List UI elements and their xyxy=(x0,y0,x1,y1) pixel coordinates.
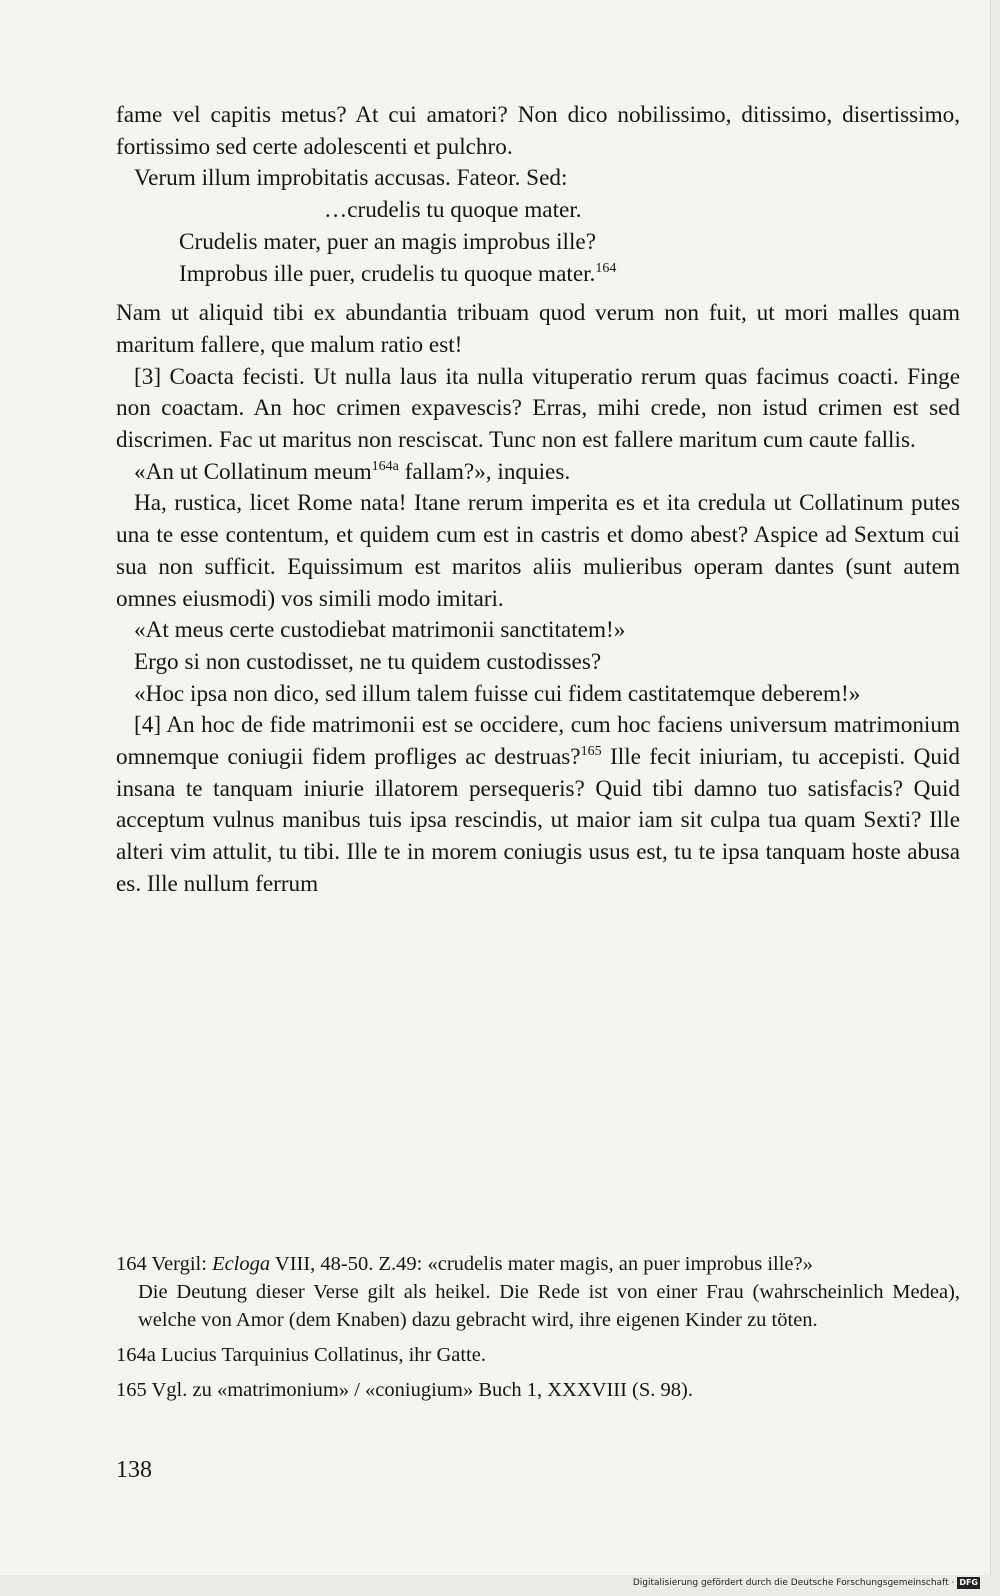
paragraph-text: Ille fecit iniuriam, tu accepisti. Quid insana te tanquam iniurie illatorem persequeris? Quid tibi damno tuo satisfacis? Quid acceptum vulnus manibus tuis ipsa rescindis, ut maior iam sit culpa tua quam Sexti? Ille alteri vim attulit, tu tibi. Ille te in morem coniugis usus est, tu te ipsa tanquam hoste abusa es. Ille nullum ferrum xyxy=(116,744,960,897)
footnote-ref: 164 xyxy=(595,260,617,276)
paragraph: Ha, rustica, licet Rome nata! Itane rerum imperita es et ita credula ut Collatinum putes una te esse contentum, et quidem cum est in castris et domo abest? Aspice ad Sextum cui sua non sufficit. Equissimum est maritos aliis mulieribus operam dantes (sunt autem omnes eiusmodi) vos simili modo imitari. xyxy=(116,490,960,612)
paragraph: Ergo si non custodisset, ne tu quidem custodisses? xyxy=(134,648,602,675)
footnote-ref: 165 xyxy=(580,744,602,760)
footnote-164 xyxy=(116,1250,960,1334)
credit-text: Digitalisierung gefördert durch die Deutsche Forschungsgemeinschaft · xyxy=(632,1578,955,1588)
main-text xyxy=(116,100,960,901)
work-title: Ecloga xyxy=(212,1253,271,1275)
paragraph-text: [4] An hoc de fide matrimonii est se occidere, cum hoc faciens universum matrimonium omnemque coniugii fidem profliges ac destruas? xyxy=(116,712,960,771)
paragraph-text: fallam?», inquies. xyxy=(398,458,571,485)
verse-text: Improbus ille puer, crudelis tu quoque mater. xyxy=(179,260,596,287)
footnote-165: 165 Vgl. zu «matrimonium» / «coniugium» Buch 1, XXXVIII (S. 98). xyxy=(116,1379,693,1401)
footnote-text: 164 Vergil: xyxy=(116,1253,213,1275)
paragraph xyxy=(116,457,960,489)
paragraph: fame vel capitis metus? At cui amatori? Non dico nobilissimo, ditissimo, disertissimo, fortissimo sed certe adolescenti et pulchro. xyxy=(116,102,960,160)
paragraph xyxy=(116,710,960,900)
paragraph-text: «An ut Collatinum meum xyxy=(134,458,372,485)
footnotes xyxy=(116,1250,960,1411)
footnote-ref: 164a xyxy=(371,458,399,474)
paragraph: «At meus certe custodiebat matrimonii sanctitatem!» xyxy=(134,617,626,644)
verse-line: …crudelis tu quoque mater. xyxy=(324,197,582,224)
footnote-164a: 164a Lucius Tarquinius Collatinus, ihr Gatte. xyxy=(116,1344,486,1366)
footnote-text: Die Deutung dieser Verse gilt als heikel. Die Rede ist von einer Frau (wahrscheinlich Medea), welche von Amor (dem Knaben) dazu gebracht wird, ihre eigenen Kinder zu töten. xyxy=(138,1281,960,1331)
page-number: 138 xyxy=(116,1457,152,1483)
verse-line: Crudelis mater, puer an magis improbus ille? xyxy=(179,228,596,255)
footnote-text: VIII, 48-50. Z.49: «crudelis mater magis, an puer improbus ille?» xyxy=(270,1253,813,1275)
paragraph: Nam ut aliquid tibi ex abundantia tribuam quod verum non fuit, ut mori malles quam maritum fallere, que malum ratio est! xyxy=(116,300,960,358)
paragraph: Verum illum improbitatis accusas. Fateor. Sed: xyxy=(134,165,568,192)
paragraph: [3] Coacta fecisti. Ut nulla laus ita nulla vituperatio rerum quas facimus coacti. Finge non coactam. An hoc crimen expavescis? Erras, mihi crede, non istud crimen est sed discrimen. Fac ut maritus non resciscat. Tunc non est fallere maritum cum caute fallis. xyxy=(116,363,960,454)
verse-line xyxy=(116,259,960,291)
digitization-credit xyxy=(633,1577,980,1589)
dfg-logo: DFG xyxy=(959,1578,978,1587)
paragraph: «Hoc ipsa non dico, sed illum talem fuisse cui fidem castitatemque deberem!» xyxy=(134,680,861,707)
